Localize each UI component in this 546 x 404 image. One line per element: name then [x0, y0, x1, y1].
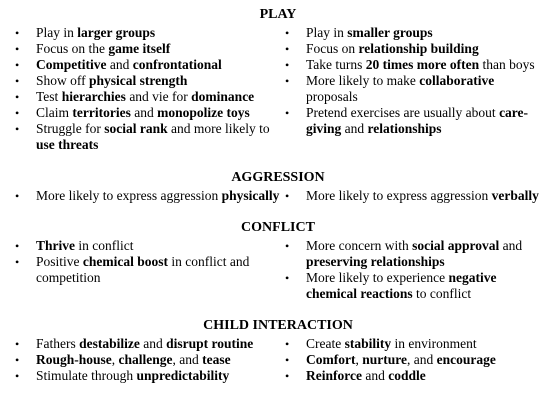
list-item [284, 238, 542, 270]
bullet-icon: • [285, 353, 290, 367]
list-item [284, 73, 542, 105]
bullet-icon: • [285, 189, 290, 203]
section-play [14, 7, 542, 153]
section-title-play: PLAY [259, 7, 297, 22]
list-item-text: Comfort, nurture, and encourage [306, 352, 496, 367]
conflict-right-list [284, 238, 542, 302]
list-item-text: Stimulate through unpredictability [36, 368, 230, 383]
bullet-icon: • [15, 90, 20, 104]
list-item [14, 336, 284, 352]
list-item [14, 121, 284, 153]
list-item [14, 238, 284, 254]
bullet-icon: • [15, 42, 20, 56]
list-item-text: Positive chemical boost in conflict and competition [36, 254, 250, 285]
list-item-text: Struggle for social rank and more likely to use threats [36, 121, 270, 152]
bullet-icon: • [285, 58, 290, 72]
list-item [14, 73, 284, 89]
list-item-text: More likely to experience negative chemical reactions to conflict [306, 270, 497, 301]
bullet-icon: • [15, 122, 20, 136]
bullet-icon: • [15, 353, 20, 367]
list-item [284, 336, 542, 352]
bullet-icon: • [285, 337, 290, 351]
list-item [284, 25, 542, 41]
list-item-text: Focus on relationship building [306, 41, 479, 56]
list-item [14, 105, 284, 121]
conflict-left-list [14, 238, 284, 286]
list-item [284, 41, 542, 57]
list-item [14, 188, 284, 204]
list-item [14, 41, 284, 57]
bullet-icon: • [285, 239, 290, 253]
list-item [284, 57, 542, 73]
bullet-icon: • [15, 189, 20, 203]
play-right-list [284, 25, 542, 137]
list-item [14, 368, 284, 384]
list-item [284, 270, 542, 302]
bullet-icon: • [15, 239, 20, 253]
section-conflict [14, 220, 542, 302]
play-columns [14, 25, 542, 153]
list-item-text: Create stability in environment [306, 336, 477, 351]
list-item-text: Play in larger groups [36, 25, 156, 40]
child-interaction-columns [14, 336, 542, 384]
bullet-icon: • [15, 337, 20, 351]
list-item [284, 188, 542, 204]
bullet-icon: • [15, 106, 20, 120]
bullet-icon: • [15, 369, 20, 383]
list-item-text: More likely to express aggression verbally [306, 188, 539, 203]
bullet-icon: • [285, 42, 290, 56]
section-child-interaction [14, 318, 542, 384]
section-title-conflict: CONFLICT [241, 220, 315, 235]
list-item-text: Take turns 20 times more often than boys [306, 57, 535, 72]
bullet-icon: • [15, 26, 20, 40]
bullet-icon: • [15, 74, 20, 88]
aggression-columns [14, 188, 542, 204]
list-item-text: Fathers destabilize and disrupt routine [36, 336, 254, 351]
bullet-icon: • [285, 26, 290, 40]
child-interaction-right-list [284, 336, 542, 384]
list-item-text: Rough-house, challenge, and tease [36, 352, 231, 367]
bullet-icon: • [15, 255, 20, 269]
list-item [284, 352, 542, 368]
aggression-left-list [14, 188, 284, 204]
list-item-text: Test hierarchies and vie for dominance [36, 89, 255, 104]
child-interaction-left-list [14, 336, 284, 384]
list-item [14, 254, 284, 286]
bullet-icon: • [285, 369, 290, 383]
list-item-text: More concern with social approval and preserving relationships [306, 238, 523, 269]
play-left-list [14, 25, 284, 153]
list-item [284, 105, 542, 137]
bullet-icon: • [15, 58, 20, 72]
list-item [14, 352, 284, 368]
list-item [14, 57, 284, 73]
section-title-child-interaction: CHILD INTERACTION [203, 318, 353, 333]
bullet-icon: • [285, 74, 290, 88]
list-item-text: More likely to make collaborative proposals [306, 73, 495, 104]
list-item-text: Show off physical strength [36, 73, 188, 88]
bullet-icon: • [285, 271, 290, 285]
list-item-text: More likely to express aggression physically [36, 188, 280, 203]
list-item [14, 25, 284, 41]
list-item-text: Focus on the game itself [36, 41, 171, 56]
section-aggression [14, 170, 542, 204]
list-item [14, 89, 284, 105]
conflict-columns [14, 238, 542, 302]
list-item-text: Reinforce and coddle [306, 368, 426, 383]
bullet-icon: • [285, 106, 290, 120]
list-item-text: Competitive and confrontational [36, 57, 222, 72]
list-item-text: Thrive in conflict [36, 238, 134, 253]
list-item-text: Pretend exercises are usually about care-giving and relationships [306, 105, 529, 136]
list-item [284, 368, 542, 384]
section-title-aggression: AGGRESSION [231, 170, 325, 185]
list-item-text: Play in smaller groups [306, 25, 433, 40]
aggression-right-list [284, 188, 542, 204]
list-item-text: Claim territories and monopolize toys [36, 105, 250, 120]
